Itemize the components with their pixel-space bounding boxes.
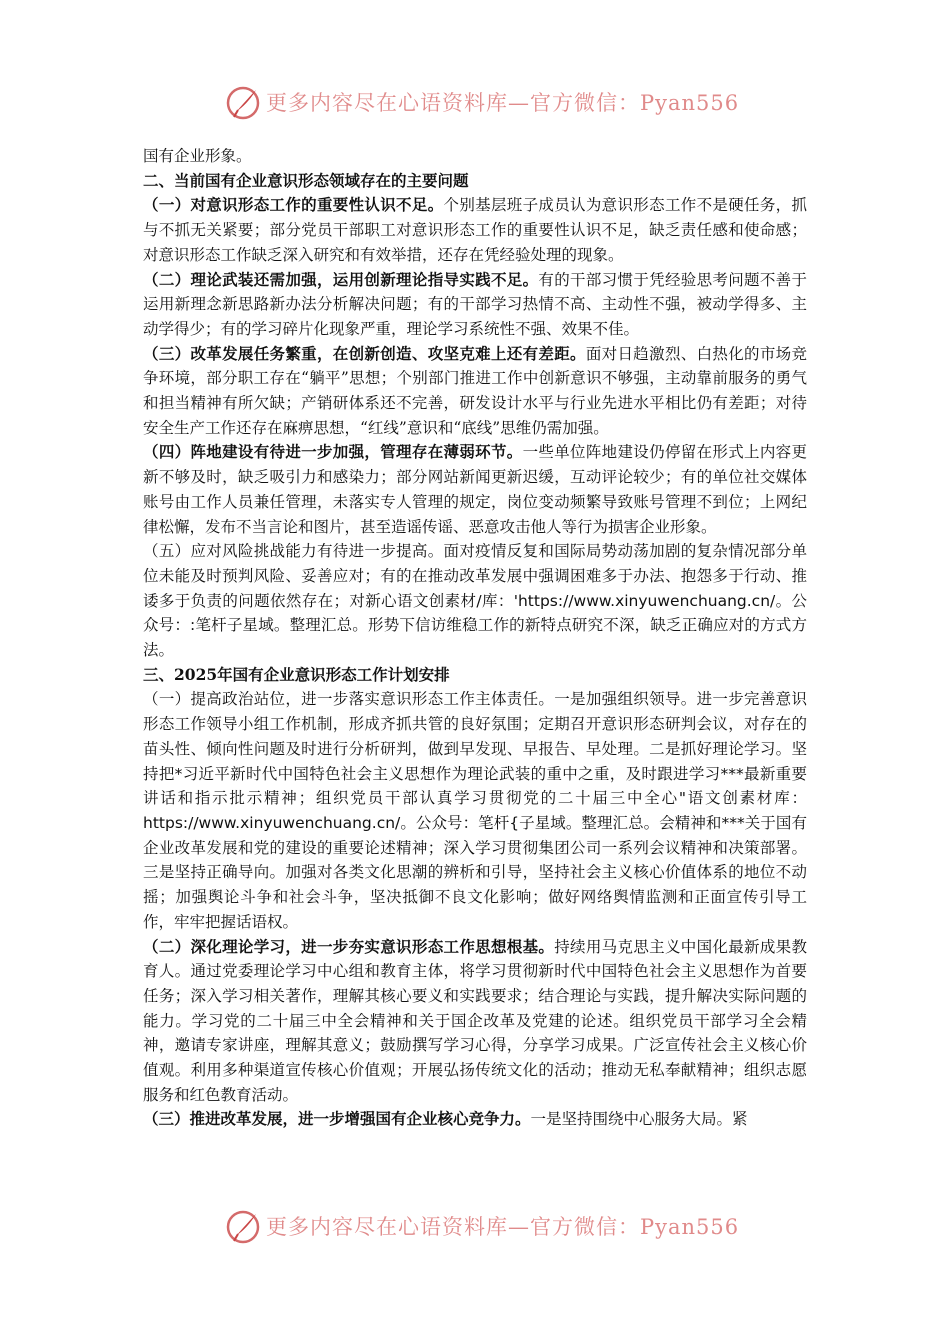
section-heading-3: [143, 663, 807, 688]
footer-watermark-banner: [0, 1208, 950, 1248]
paragraph-lead: （一）对意识形态工作的重要性认识不足。: [143, 195, 444, 215]
paragraph-text: 有的干部习惯于凭经验思考问题不善于运用新理念新思路新办法分析解决问题；有的干部学习热情不高、主动性不强，被动学得多、主动学得少；有的学习碎片化现象严重，理论学习系统性不强、效果不佳。: [143, 270, 807, 338]
banner-text: 更多内容尽在心语资料库—官方微信：Pyan556: [266, 91, 740, 115]
paragraph-lead: （二）理论武装还需加强，运用创新理论指导实践不足。: [143, 269, 539, 289]
paragraph: [143, 193, 807, 267]
paragraph: [143, 268, 807, 342]
paragraph-lead: （二）深化理论学习，进一步夯实意识形态工作思想根基。: [143, 936, 555, 956]
paragraph-text: 个别基层班子成员认为意识形态工作不是硬任务，抓与不抓无关紧要；部分党员干部职工对意识形态工作的重要性认识不足，缺乏责任感和使命感；对意识形态工作缺乏深入研究和有效举措，还存在凭经验处理的现象。: [143, 196, 807, 264]
document-body: [143, 144, 807, 1132]
heading-text: 三、2025年国有企业意识形态工作计划安排: [143, 664, 450, 684]
paragraph: [143, 1107, 807, 1132]
paragraph-text: 一是坚持围绕中心服务大局。紧: [530, 1110, 748, 1129]
paragraph-lead: （三）推进改革发展，进一步增强国有企业核心竞争力。: [143, 1109, 531, 1129]
paragraph: [143, 935, 807, 1108]
paragraph-lead: （四）阵地建设有待进一步加强，管理存在薄弱环节。: [143, 442, 523, 462]
feather-logo-icon: [226, 86, 262, 120]
feather-logo-icon: [226, 1210, 262, 1244]
section-heading-2: [143, 169, 807, 194]
paragraph-text: 面对日趋激烈、白热化的市场竞争环境，部分职工存在“躺平”思想；个别部门推进工作中创新意识不够强，主动靠前服务的勇气和担当精神有所欠缺；产销研体系还不完善，研发设计水平与行业先进水平相比仍有差距；对待安全生产工作还存在麻痹思想，“红线”意识和“底线”思维仍需加强。: [143, 344, 807, 437]
paragraph-text: 国有企业形象。: [143, 147, 252, 165]
heading-text: 二、当前国有企业意识形态领域存在的主要问题: [143, 170, 469, 190]
header-watermark-banner: [0, 84, 950, 124]
paragraph-text: （一）提高政治站位，进一步落实意识形态工作主体责任。一是加强组织领导。进一步完善意识形态工作领导小组工作机制，形成齐抓共管的良好氛围；定期召开意识形态研判会议，对存在的苗头性、倾向性问题及时进行分析研判，做到早发现、早报告、早处理。二是抓好理论学习。坚持把*习近平新时代中国特色社会主义思想作为理论武装的重中之重，及时跟进学习***最新重要讲话和指示批示精神；组织党员干部认真学习贯彻党的二十届三中全心"语文创素材库：https://www.xinyuwenchuang.cn/。公众号：笔杆{子星域。整理汇总。会精神和***关于国有企业改革发展和党的建设的重要论述精神；深入学习贯彻集团公司一系列会议精神和决策部署。三是坚持正确导向。加强对各类文化思潮的辨析和引导，坚持社会主义核心价值体系的地位不动摇；加强舆论斗争和社会斗争，坚决抵御不良文化影响；做好网络舆情监测和正面宣传引导工作，牢牢把握话语权。: [143, 690, 807, 931]
paragraph-lead: （三）改革发展任务繁重，在创新创造、攻坚克难上还有差距。: [143, 343, 586, 363]
banner-text: 更多内容尽在心语资料库—官方微信：Pyan556: [266, 1215, 740, 1239]
paragraph: [143, 687, 807, 934]
paragraph: [143, 440, 807, 539]
paragraph: [143, 539, 807, 663]
paragraph: [143, 144, 807, 169]
paragraph-text: 持续用马克思主义中国化最新成果教育人。通过党委理论学习中心组和教育主体，将学习贯彻新时代中国特色社会主义思想作为首要任务；深入学习相关著作，理解其核心要义和实践要求；结合理论与实践，提升解决实际问题的能力。学习党的二十届三中全会精神和关于国企改革及党建的论述。组织党员干部学习全会精神，邀请专家讲座，理解其意义；鼓励撰写学习心得，分享学习成果。广泛宣传社会主义核心价值观。利用多种渠道宣传核心价值观；开展弘扬传统文化的活动；推动无私奉献精神；组织志愿服务和红色教育活动。: [143, 937, 807, 1104]
paragraph-text: （五）应对风险挑战能力有待进一步提高。面对疫情反复和国际局势动荡加剧的复杂情况部分单位未能及时预判风险、妥善应对；有的在推动改革发展中强调困难多于办法、抱怨多于行动、推诿多于负责的问题依然存在；对新心语文创素材/库：'https://www.xinyuwenchuang.cn/。公众号：:笔杆子星域。整理汇总。形势下信访维稳工作的新特点研究不深，缺乏正确应对的方式方法。: [143, 542, 807, 660]
paragraph-text: 一些单位阵地建设仍停留在形式上内容更新不够及时，缺乏吸引力和感染力；部分网站新闻更新迟缓，互动评论较少；有的单位社交媒体账号由工作人员兼任管理，未落实专人管理的规定，岗位变动频繁导致账号管理不到位；上网纪律松懈，发布不当言论和图片，甚至造谣传谣、恶意攻击他人等行为损害企业形象。: [143, 443, 807, 536]
paragraph: [143, 342, 807, 441]
